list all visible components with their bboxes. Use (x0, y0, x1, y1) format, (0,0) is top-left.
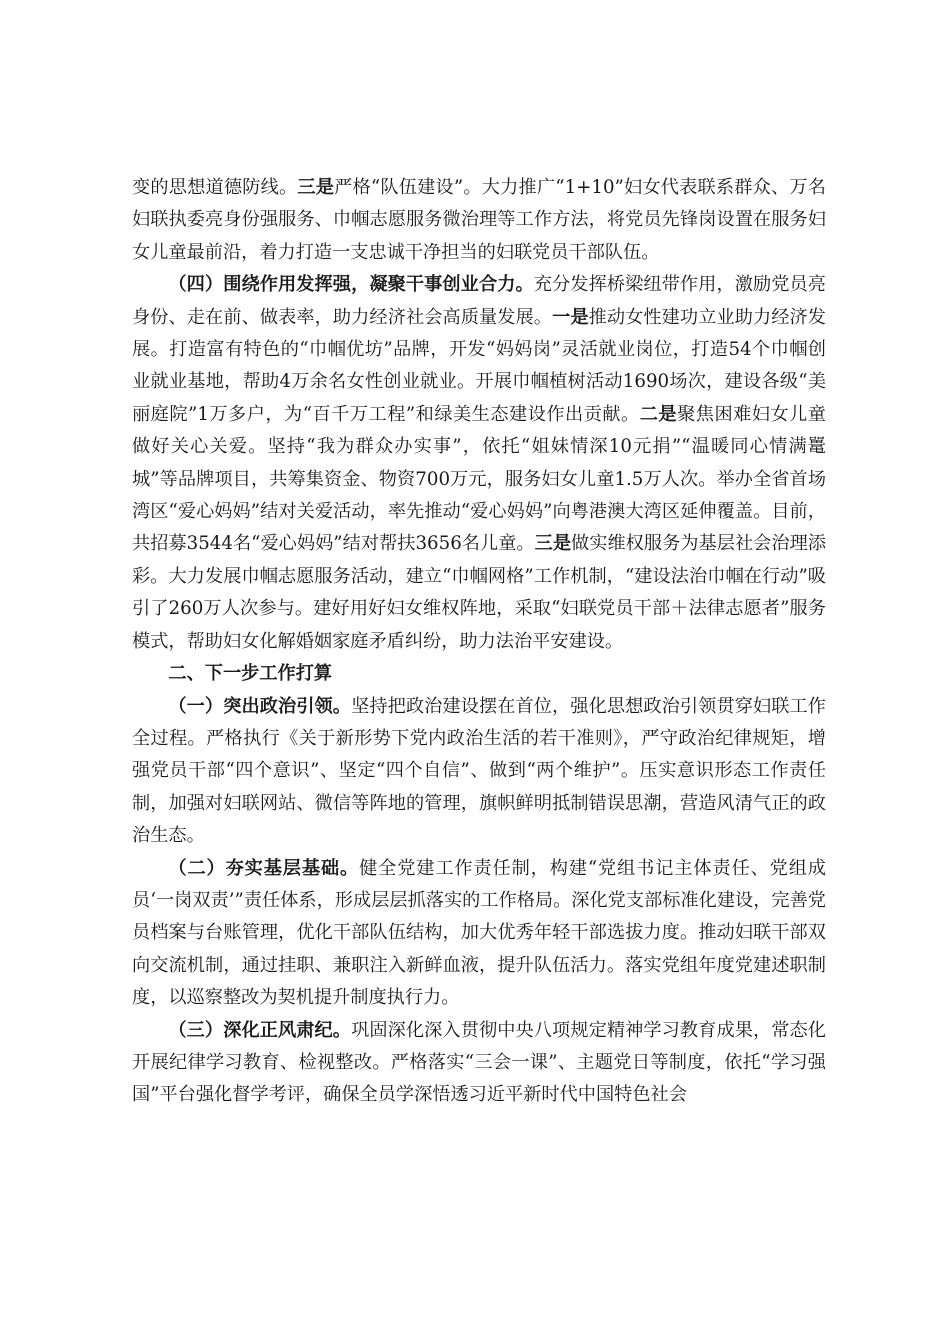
text-run: 聚焦困难妇女儿童做好关心关爱。坚持“我为群众办实事”，依托“姐妹情深10元捐”“温暖同心情满鼍城”等品牌项目，共筹集资金、物资700万元，服务妇女儿童1.5万人次。举办全省首场湾区“爱心妈妈”结对关爱活动，率先推动“爱心妈妈”向粤港澳大湾区延伸覆盖。目前，共招募3544名“爱心妈妈”结对帮扶3656名儿童。 (132, 403, 826, 555)
section-heading-four: （四）围绕作用发挥强，凝聚干事创业合力。 (168, 274, 534, 296)
bold-marker-third: 三是 (297, 177, 335, 198)
text-run: 变的思想道德防线。 (132, 177, 298, 198)
bold-marker-third: 三是 (534, 533, 572, 555)
text-run: 健全党建工作责任制，构建“党组书记主体责任、党组成员‘一岗双责’”责任体系，形成层层抓落实的工作格局。深化党支部标准化建设，完善党员档案与台账管理，优化干部队伍结构，加大优秀年轻干部选拔力度。推动妇联干部双向交流机制，通过挂职、兼职注入新鲜血液，提升队伍活力。落实党组年度党建述职制度，以巡察整改为契机提升制度执行力。 (132, 857, 826, 1009)
subsection-heading-three: （三）深化正风肃纪。 (168, 1019, 352, 1041)
text-run: 坚持把政治建设摆在首位，强化思想政治引领贯穿妇联工作全过程。严格执行《关于新形势下党内政治生活的若干准则》，严守政治纪律规矩，增强党员干部“四个意识”、坚定“四个自信”、做到“两个维护”。压实意识形态工作责任制，加强对妇联网站、微信等阵地的管理，旗帜鲜明抵制错误思潮，营造风清气正的政治生态。 (132, 695, 826, 847)
text-run: 做实维权服务为基层社会治理添彩。大力发展巾帼志愿服务活动，建立“巾帼网格”工作机制，“建设法治巾帼在行动”吸引了260万人次参与。建好用好妇女维权阵地，采取“妇联党员干部＋法律志愿者”服务模式，帮助妇女化解婚姻家庭矛盾纠纷，助力法治平安建设。 (132, 533, 826, 652)
paragraph-discipline (132, 1015, 826, 1112)
paragraph-party-team-building (132, 172, 826, 269)
text-run: 巩固深化深入贯彻中央八项规定精神学习教育成果，常态化开展纪律学习教育、检视整改。严格落实“三会一课”、主题党日等制度，依托“学习强国”平台强化督学考评，确保全员学深悟透习近平新时代中国特色社会 (132, 1019, 826, 1106)
document-body (132, 172, 826, 1112)
section-heading-next-steps: 二、下一步工作打算 (168, 663, 333, 685)
paragraph-political-leadership (132, 691, 826, 853)
text-run: 严格“队伍建设”。大力推广“1+10”妇女代表联系群众、万名妇联执委亮身份强服务、巾帼志愿服务微治理等工作方法，将党员先锋岗设置在服务妇女儿童最前沿，着力打造一支忠诚干净担当的妇联党员干部队伍。 (132, 177, 826, 263)
subsection-heading-two: （二）夯实基层基础。 (168, 857, 360, 879)
paragraph-grassroots-foundation (132, 853, 826, 1015)
subsection-heading-one: （一）突出政治引领。 (168, 695, 352, 717)
text-run: 充分发挥桥梁纽带作用，激励党员亮身份、走在前、做表率，助力经济社会高质量发展。 (132, 274, 826, 328)
paragraph-section-four (132, 269, 826, 658)
bold-marker-second: 二是 (639, 403, 678, 425)
bold-marker-first: 一是 (552, 306, 589, 328)
text-run: 推动女性建功立业助力经济发展。打造富有特色的“巾帼优坊”品牌，开发“妈妈岗”灵活就业岗位，打造54个巾帼创业就业基地，帮助4万余名女性创业就业。开展巾帼植树活动1690场次，建设各级“美丽庭院”1万多户，为“百千万工程”和绿美生态建设作出贡献。 (132, 306, 826, 425)
